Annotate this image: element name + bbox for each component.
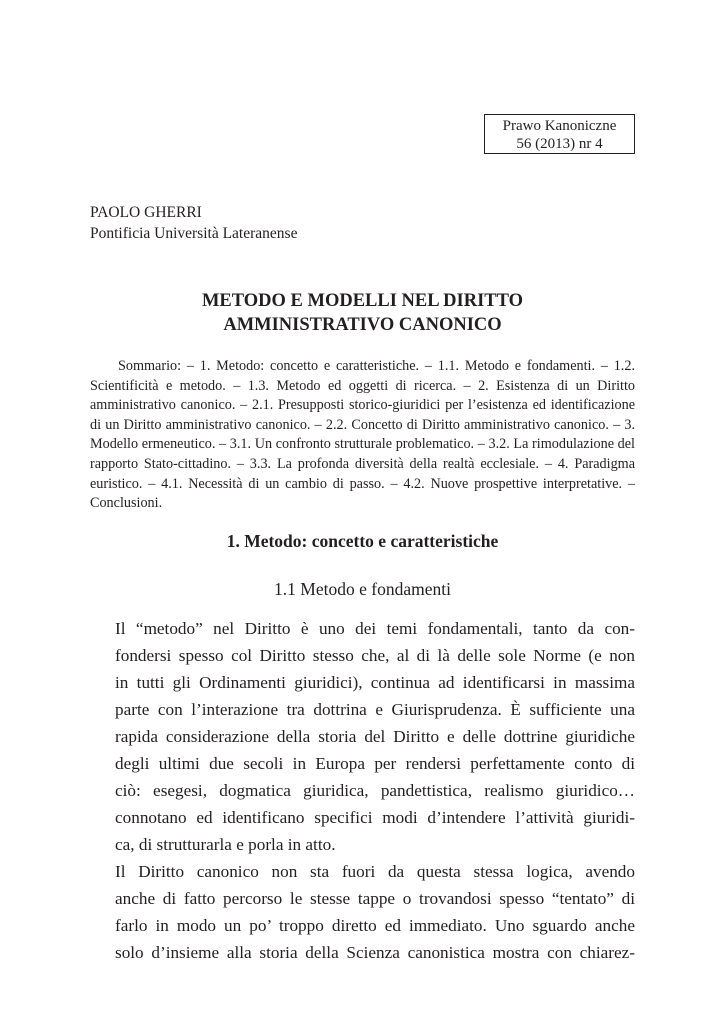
subsection-heading: 1.1 Metodo e fondamenti: [274, 579, 451, 599]
article-title: [90, 289, 635, 337]
title-line-1: METODO E MODELLI NEL DIRITTO: [201, 291, 524, 311]
paragraph-2: [90, 858, 635, 966]
journal-name: Prawo Kanoniczne: [502, 118, 617, 134]
article-page: [90, 0, 635, 1024]
text-line: connotano ed identificano specifici modi d’intendere l’attività giuridi-: [115, 808, 635, 827]
text-line: ca, di strutturarla e porla in atto.: [115, 835, 336, 854]
journal-reference-box: [484, 114, 635, 154]
text-line: ciò: esegesi, dogmatica giuridica, pandettistica, realismo giuridico…: [115, 781, 635, 800]
text-line: solo d’insieme alla storia della Scienza canonistica mostra con chiarez-: [115, 943, 635, 962]
author-block: [90, 202, 297, 244]
section-heading: 1. Metodo: concetto e caratteristiche: [226, 531, 499, 551]
paragraph-1: [90, 615, 635, 858]
text-line: farlo in modo un po’ troppo diretto ed immediato. Uno sguardo anche: [115, 916, 635, 935]
author-affiliation: Pontificia Università Lateranense: [90, 225, 298, 242]
text-line: degli ultimi due secoli in Europa per rendersi perfettamente conto di: [115, 754, 635, 773]
article-summary: Sommario: – 1. Metodo: concetto e caratteristiche. – 1.1. Metodo e fondamenti. – 1.2. Scientificità e metodo. – 1.3. Metodo ed oggetti di ricerca. – 2. Esistenza di un Diritto amministrativo canonico. – 2.1. Presupposti storico-giuridici per l’esistenza ed identificazione di un Diritto amministrativo canonico. – 2.2. Concetto di Diritto amministrativo canonico. – 3. Modello ermeneutico. – 3.1. Un confronto strutturale problematico. – 3.2. La rimodulazione del rapporto Stato-cittadino. – 3.3. La profonda diversità della realtà ecclesiale. – 4. Paradigma euristico. – 4.1. Necessità di un cambio di passo. – 4.2. Nuove prospettive interpretative. – Conclusioni.: [90, 358, 635, 512]
text-line: Il Diritto canonico non sta fuori da questa stessa logica, avendo: [115, 862, 635, 881]
body-text: [90, 615, 635, 966]
text-line: parte con l’interazione tra dottrina e Giurisprudenza. È sufficiente una: [115, 700, 635, 719]
title-line-2: AMMINISTRATIVO CANONICO: [223, 315, 502, 335]
text-line: fondersi spesso col Diritto stesso che, al di là delle sole Norme (e non: [115, 646, 635, 665]
text-line: in tutti gli Ordinamenti giuridici), continua ad identificarsi in massima: [115, 673, 635, 692]
text-line: Il “metodo” nel Diritto è uno dei temi fondamentali, tanto da con-: [115, 619, 635, 638]
author-name: PAOLO GHERRI: [90, 204, 202, 221]
text-line: anche di fatto percorso le stesse tappe o trovandosi spesso “tentato” di: [115, 889, 635, 908]
text-line: rapida considerazione della storia del Diritto e delle dottrine giuridiche: [115, 727, 635, 746]
journal-issue: 56 (2013) nr 4: [516, 136, 603, 152]
